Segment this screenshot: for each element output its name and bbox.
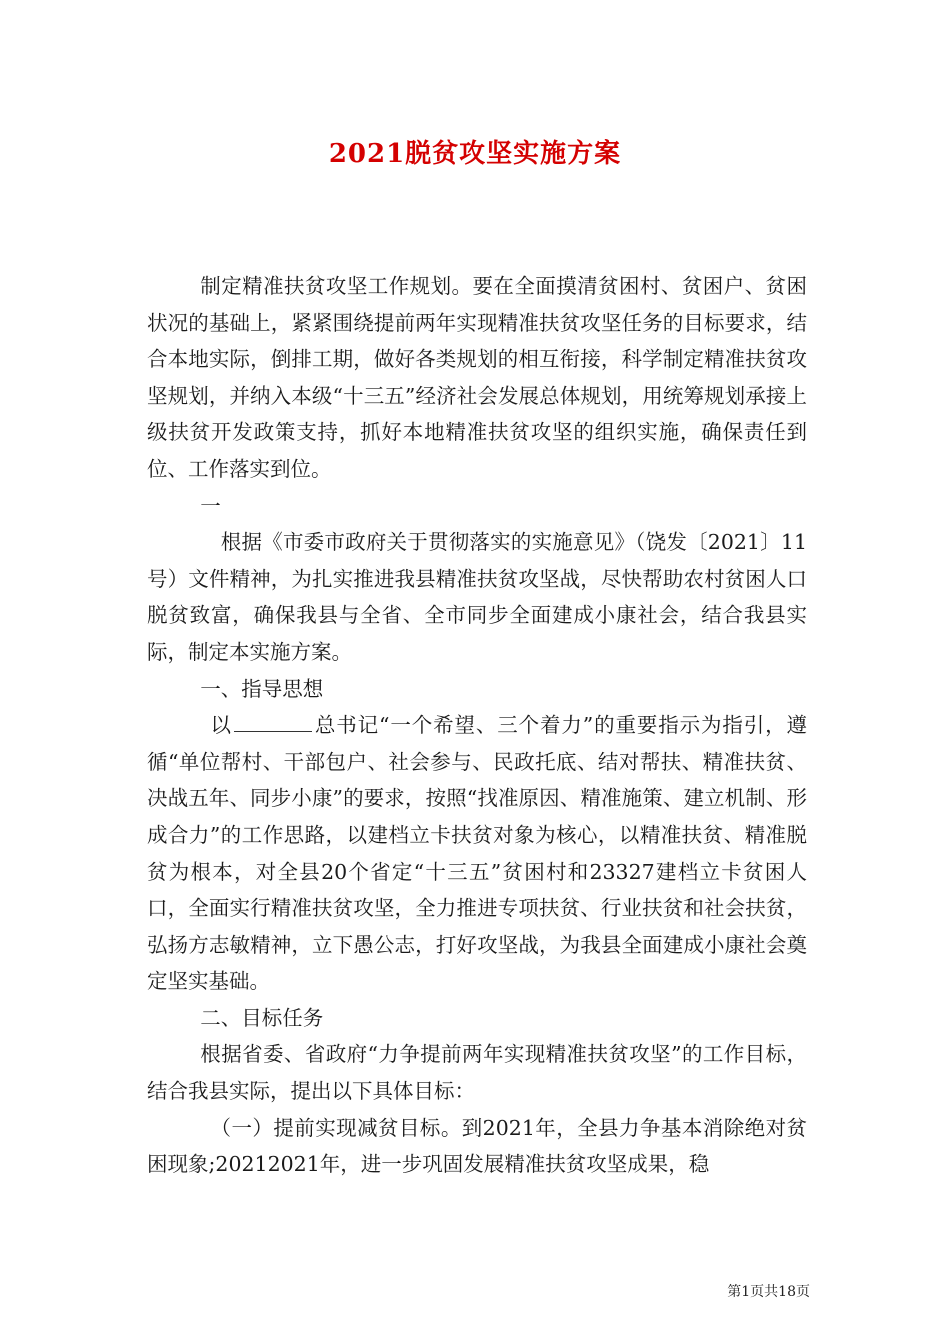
document-body [147,268,807,1183]
document-title: 2021脱贫攻坚实施方案 [328,139,622,169]
paragraph-guiding-thought [147,707,807,1000]
paragraph-intro: 根据《市委市政府关于贯彻落实的实施意见》（饶发〔2021〕11号）文件精神，为扎实推进我县精准扶贫攻坚战，尽快帮助农村贫困人口脱贫致富，确保我县与全省、全市同步全面建成小康社会，结合我县实际，制定本实施方案。 [147,530,807,664]
blank-underline [234,713,312,732]
p3-prefix: 以 [210,713,232,738]
dash-line: 一 [200,493,221,518]
heading-guiding-thought: 一、指导思想 [200,676,324,701]
p3-text: 总书记“一个希望、三个着力”的重要指示为指引，遵循“单位帮村、干部包户、社会参与、民政托底、结对帮扶、精准扶贫、决战五年、同步小康”的要求，按照“找准原因、精准施策、建立机制、形成合力”的工作思路，以建档立卡扶贫对象为核心，以精准扶贫、精准脱贫为根本，对全县20个省定“十三五”贫困村和23327建档立卡贫困人口，全面实行精准扶贫攻坚，全力推进专项扶贫、行业扶贫和社会扶贫，弘扬方志敏精神，立下愚公志，打好攻坚战，为我县全面建成小康社会奠定坚实基础。 [147,713,808,994]
paragraph-goals: 根据省委、省政府“力争提前两年实现精准扶贫攻坚”的工作目标，结合我县实际，提出以下具体目标： [147,1042,807,1104]
paragraph-goal-1: （一）提前实现减贫目标。到2021年，全县力争基本消除绝对贫困现象;20212021年，进一步巩固发展精准扶贫攻坚成果，稳 [147,1115,807,1177]
paragraph-planning: 制定精准扶贫攻坚工作规划。要在全面摸清贫困村、贫困户、贫困状况的基础上，紧紧围绕提前两年实现精准扶贫攻坚任务的目标要求，结合本地实际，倒排工期，做好各类规划的相互衔接，科学制定精准扶贫攻坚规划，并纳入本级“十三五”经济社会发展总体规划，用统筹规划承接上级扶贫开发政策支持，抓好本地精准扶贫攻坚的组织实施，确保责任到位、工作落实到位。 [147,274,807,481]
heading-goals: 二、目标任务 [200,1005,324,1030]
page-number-footer: 第1页共18页 [727,1284,810,1300]
